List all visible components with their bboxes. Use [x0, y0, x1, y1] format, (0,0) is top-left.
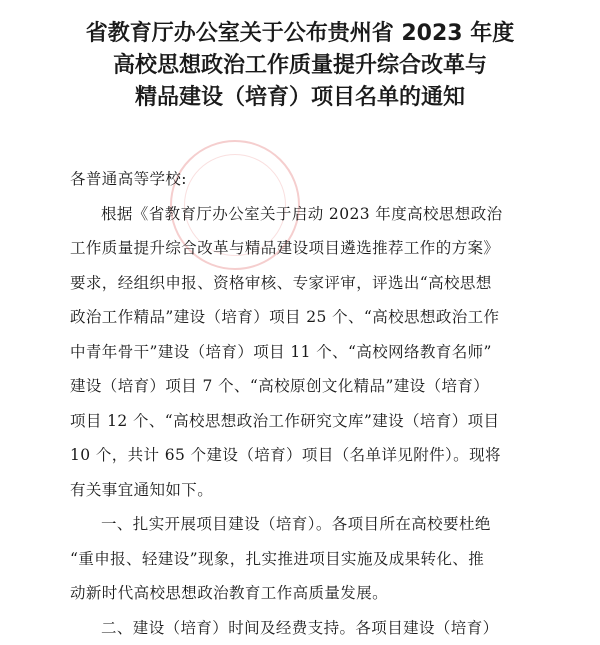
paragraph-line: 政治工作精品”建设（培育）项目 25 个、“高校思想政治工作: [70, 300, 540, 335]
document-title: [0, 18, 600, 114]
paragraph-line: 工作质量提升综合改革与精品建设项目遴选推荐工作的方案》: [70, 231, 540, 266]
paragraph-line: 要求，经组织申报、资格审核、专家评审，评选出“高校思想: [70, 266, 540, 301]
title-line-3: 精品建设（培育）项目名单的通知: [0, 82, 600, 114]
paragraph-line: 建设（培育）项目 7 个、“高校原创文化精品”建设（培育）: [70, 369, 540, 404]
salutation: 各普通高等学校:: [70, 162, 540, 197]
paragraph-line: 动新时代高校思想政治教育工作高质量发展。: [70, 576, 540, 611]
paragraph-line: 有关事宜通知如下。: [70, 473, 540, 508]
document-body: [70, 162, 540, 645]
paragraph-line: 中青年骨干”建设（培育）项目 11 个、“高校网络教育名师”: [70, 335, 540, 370]
section-two-heading: 二、建设（培育）时间及经费支持。各项目建设（培育）: [70, 611, 540, 645]
paragraph-line: 10 个，共计 65 个建设（培育）项目（名单详见附件）。现将: [70, 438, 540, 473]
title-line-2: 高校思想政治工作质量提升综合改革与: [0, 50, 600, 82]
paragraph-line: 根据《省教育厅办公室关于启动 2023 年度高校思想政治: [70, 197, 540, 232]
paragraph-line: 项目 12 个、“高校思想政治工作研究文库”建设（培育）项目: [70, 404, 540, 439]
title-line-1: 省教育厅办公室关于公布贵州省 2023 年度: [0, 18, 600, 50]
section-one-heading: 一、扎实开展项目建设（培育）。各项目所在高校要杜绝: [70, 507, 540, 542]
paragraph-line: “重申报、轻建设”现象，扎实推进项目实施及成果转化、推: [70, 542, 540, 577]
